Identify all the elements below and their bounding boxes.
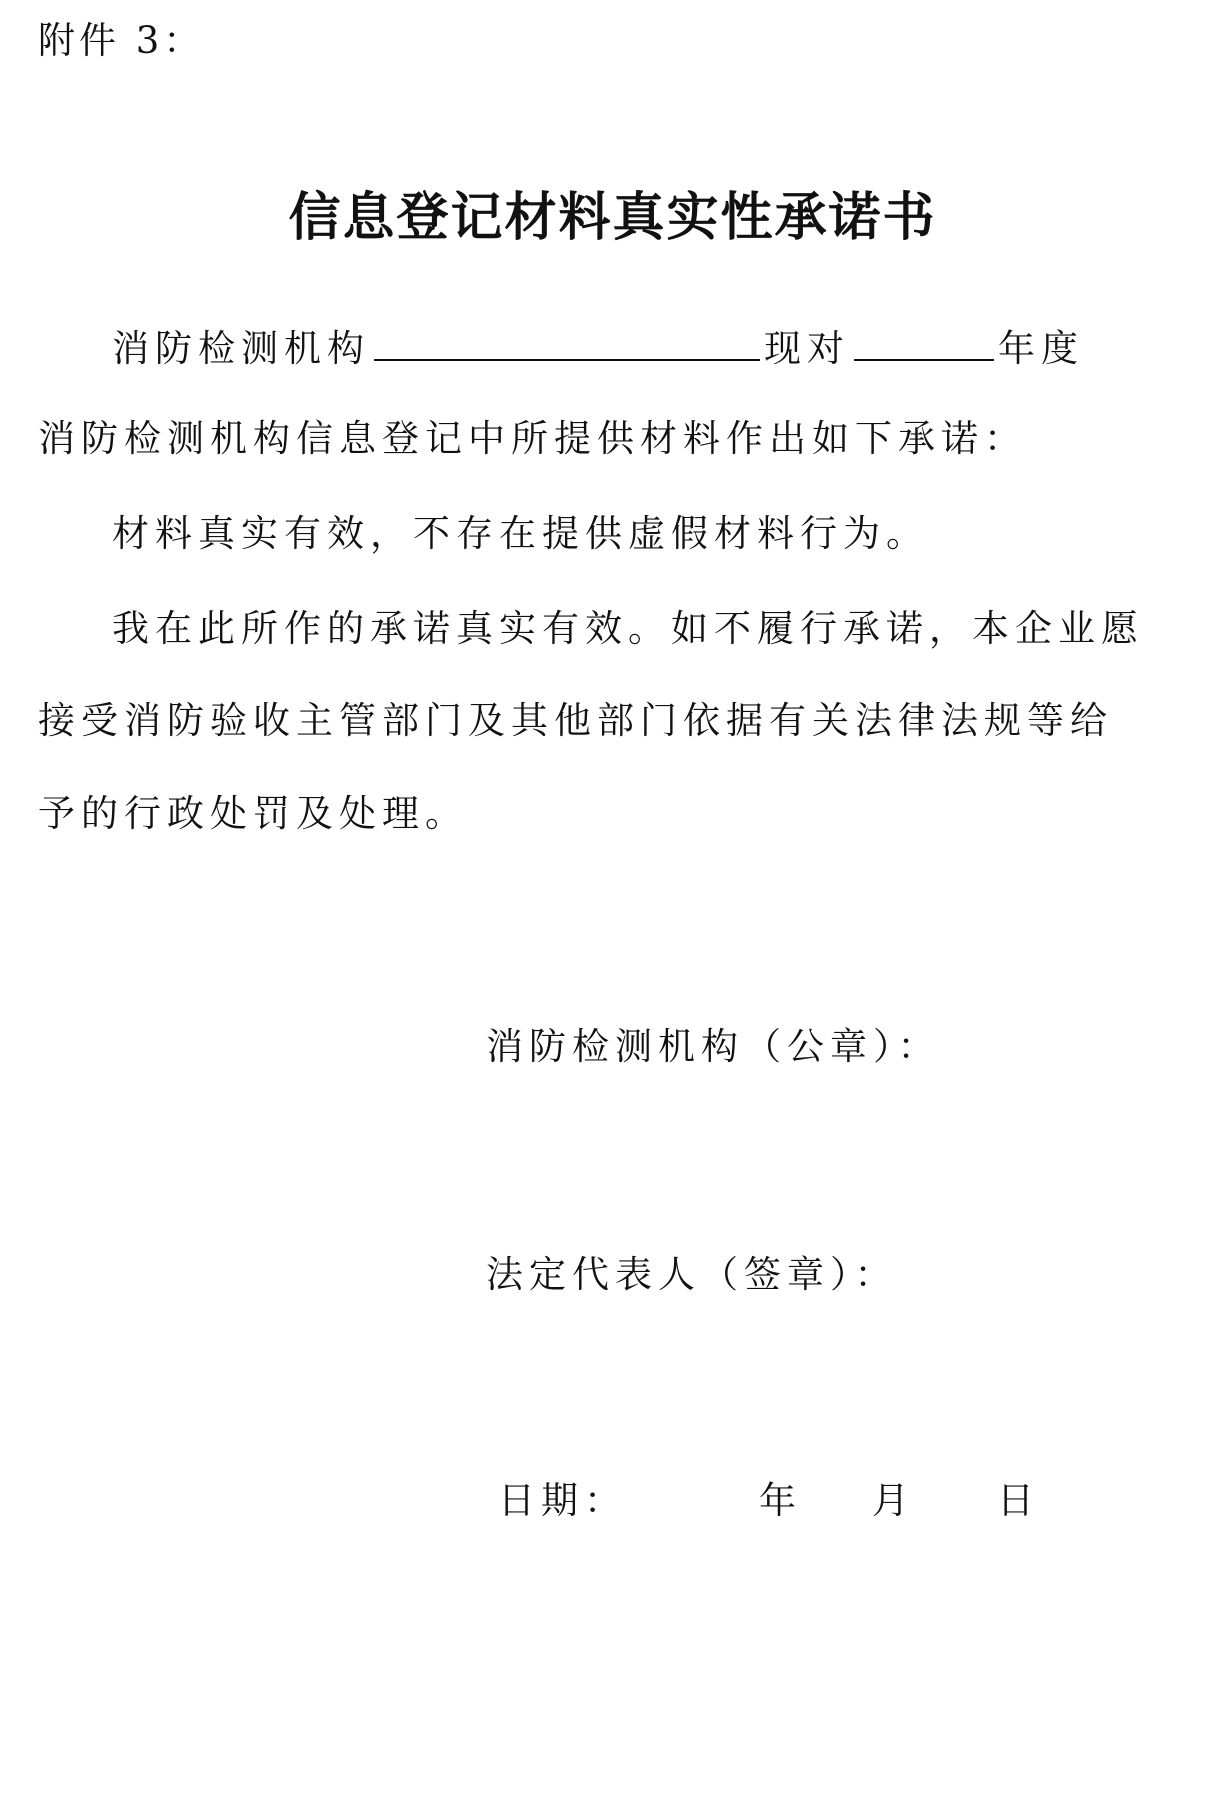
date-year-label: 年 [759,1479,802,1522]
paragraph-3-line-3: 予的行政处罚及处理。 [38,792,468,835]
date-month-label: 月 [872,1479,915,1522]
legal-rep-signature-label: 法定代表人（签章）： [486,1253,898,1296]
paragraph-3-line-1: 我在此所作的承诺真实有效。如不履行承诺，本企业愿 [112,607,1144,650]
agency-name-blank[interactable] [374,358,760,361]
attachment-label: 附件 3： [38,19,205,62]
year-suffix-label: 年度 [998,327,1084,370]
paragraph-1-line-2: 消防检测机构信息登记中所提供材料作出如下承诺： [38,417,1027,460]
date-label: 日期： [498,1479,627,1522]
now-label: 现对 [764,327,850,370]
agency-seal-label: 消防检测机构（公章）： [486,1025,941,1068]
paragraph-2: 材料真实有效，不存在提供虚假材料行为。 [112,512,929,555]
agency-label: 消防检测机构 [112,327,370,370]
page-title: 信息登记材料真实性承诺书 [288,187,937,248]
date-row [498,1479,1040,1522]
year-blank[interactable] [854,358,994,361]
paragraph-1-line-1 [112,327,1084,370]
date-day-label: 日 [997,1479,1040,1522]
paragraph-3-line-2: 接受消防验收主管部门及其他部门依据有关法律法规等给 [38,699,1113,742]
